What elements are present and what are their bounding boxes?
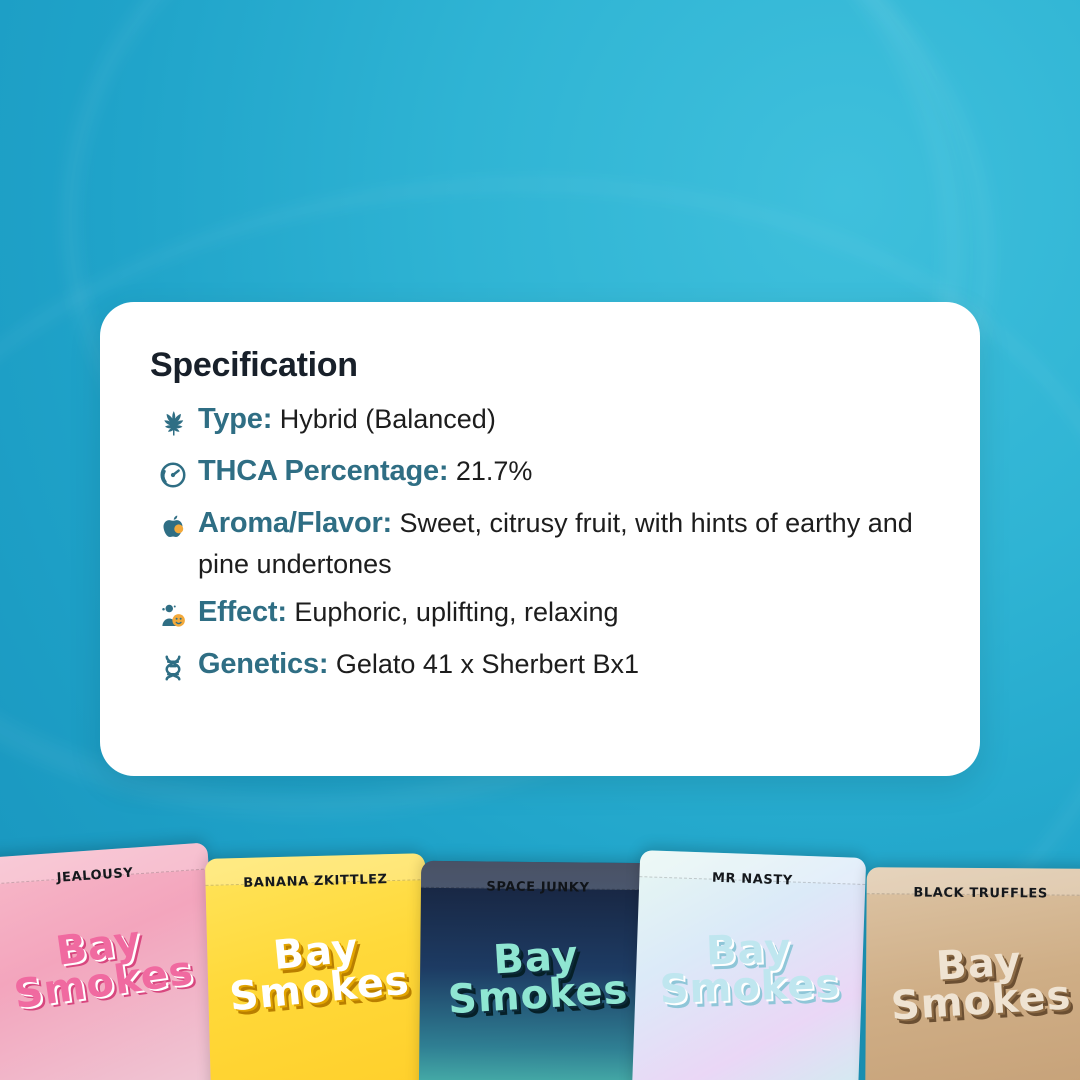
- product-bag-mr-nasty[interactable]: [632, 850, 866, 1080]
- list-item: [150, 644, 934, 688]
- product-bag-black-truffles[interactable]: [865, 867, 1080, 1080]
- specification-list: [150, 399, 934, 688]
- product-bag-space-junky[interactable]: [419, 861, 655, 1080]
- spec-label: Genetics:: [198, 647, 329, 680]
- spec-aroma-text: [196, 503, 934, 584]
- brand-logo: Bay Smokes: [227, 925, 412, 1021]
- spec-genetics-text: [196, 644, 639, 686]
- strain-name: MR NASTY: [711, 870, 794, 889]
- spec-value: Euphoric, uplifting, relaxing: [294, 596, 619, 627]
- spec-label: Effect:: [198, 595, 287, 628]
- list-item: [150, 503, 934, 584]
- product-bag-strip: [0, 820, 1080, 1080]
- spec-value: Sweet, citrusy fruit, with hints of earthy and pine undertones: [198, 508, 913, 579]
- brand-logo: Bay Smokes: [658, 925, 841, 1013]
- spec-value: Hybrid (Balanced): [279, 404, 496, 434]
- spec-value: Gelato 41 x Sherbert Bx1: [335, 648, 640, 679]
- spec-label: Aroma/Flavor:: [198, 507, 392, 539]
- spec-type-text: [196, 399, 496, 441]
- strain-name: JEALOUSY: [56, 865, 134, 886]
- spec-value: 21.7%: [455, 456, 533, 486]
- spec-thca-text: [196, 451, 532, 493]
- product-bag-jealousy[interactable]: [0, 842, 224, 1080]
- brand-logo: Bay Smokes: [889, 938, 1073, 1030]
- spec-effect-text: [196, 592, 619, 634]
- spec-label: Type:: [198, 403, 273, 435]
- strain-name: SPACE JUNKY: [486, 879, 590, 896]
- list-item: [150, 451, 934, 495]
- dna-helix-icon: [150, 648, 196, 688]
- person-smiley-icon: [150, 596, 196, 636]
- cannabis-leaf-icon: [150, 403, 196, 443]
- strain-name: BLACK TRUFFLES: [913, 885, 1048, 902]
- specification-card: [100, 302, 980, 776]
- page-title: Specification: [150, 346, 358, 384]
- spec-label: THCA Percentage:: [198, 455, 449, 487]
- gauge-meter-icon: [150, 455, 196, 495]
- list-item: [150, 592, 934, 636]
- strain-name: BANANA ZKITTLEZ: [243, 872, 388, 891]
- brand-logo: Bay Smokes: [11, 917, 197, 1018]
- product-bag-banana-zkittlez[interactable]: [205, 853, 431, 1080]
- list-item: [150, 399, 934, 443]
- fruit-aroma-icon: [150, 507, 196, 547]
- brand-logo: Bay Smokes: [446, 932, 630, 1024]
